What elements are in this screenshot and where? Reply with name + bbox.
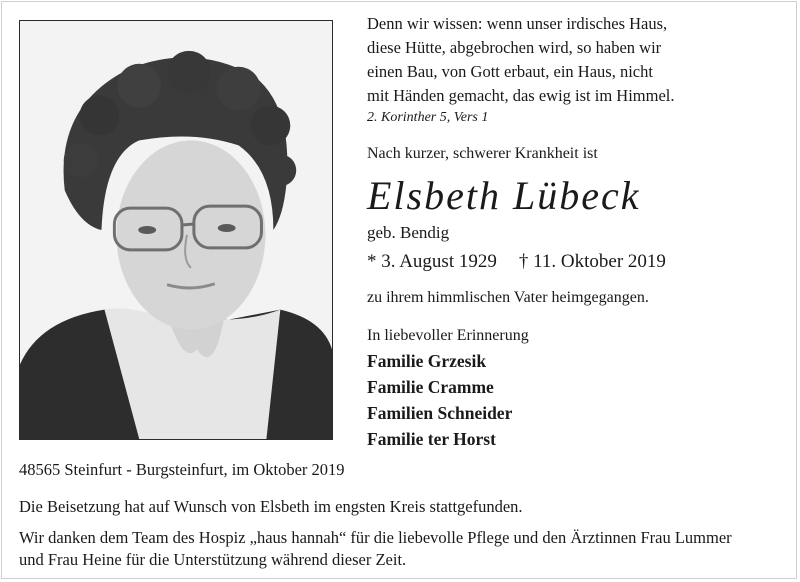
family-name: Familie ter Horst	[367, 429, 496, 449]
family-name: Familien Schneider	[367, 403, 513, 423]
verse-line: einen Bau, von Gott erbaut, ein Haus, nicht	[367, 62, 653, 81]
portrait-photo	[19, 20, 333, 440]
verse-line: mit Händen gemacht, das ewig ist im Himmel.	[367, 86, 675, 105]
family-name: Familie Cramme	[367, 377, 494, 397]
thanks-line: und Frau Heine für die Unterstützung während dieser Zeit.	[19, 550, 407, 569]
intro-text: Nach kurzer, schwerer Krankheit ist	[367, 145, 598, 162]
burial-note: Die Beisetzung hat auf Wunsch von Elsbeth im engsten Kreis stattgefunden.	[19, 497, 523, 516]
thanks-line: Wir danken dem Team des Hospiz „haus hannah“ für die liebevolle Pflege und den Ärztinnen Frau Lummer	[19, 528, 732, 547]
deceased-name: Elsbeth Lübeck	[367, 173, 641, 218]
passing-text: zu ihrem himmlischen Vater heimgegangen.	[367, 289, 649, 306]
thanks-note	[19, 527, 789, 571]
birth-name: geb. Bendig	[367, 223, 450, 242]
verse-line: diese Hütte, abgebrochen wird, so haben wir	[367, 38, 662, 57]
death-date: † 11. Oktober 2019	[518, 251, 666, 272]
verse-reference: 2. Korinther 5, Vers 1	[367, 110, 489, 125]
life-dates	[367, 248, 787, 276]
notice-text-column	[367, 12, 787, 452]
place-date: 48565 Steinfurt - Burgsteinfurt, im Oktober 2019	[19, 460, 345, 479]
birth-date: * 3. August 1929	[367, 251, 497, 272]
memory-intro: In liebevoller Erinnerung	[367, 327, 529, 344]
verse-line: Denn wir wissen: wenn unser irdisches Haus,	[367, 14, 668, 33]
family-name: Familie Grzesik	[367, 351, 487, 371]
